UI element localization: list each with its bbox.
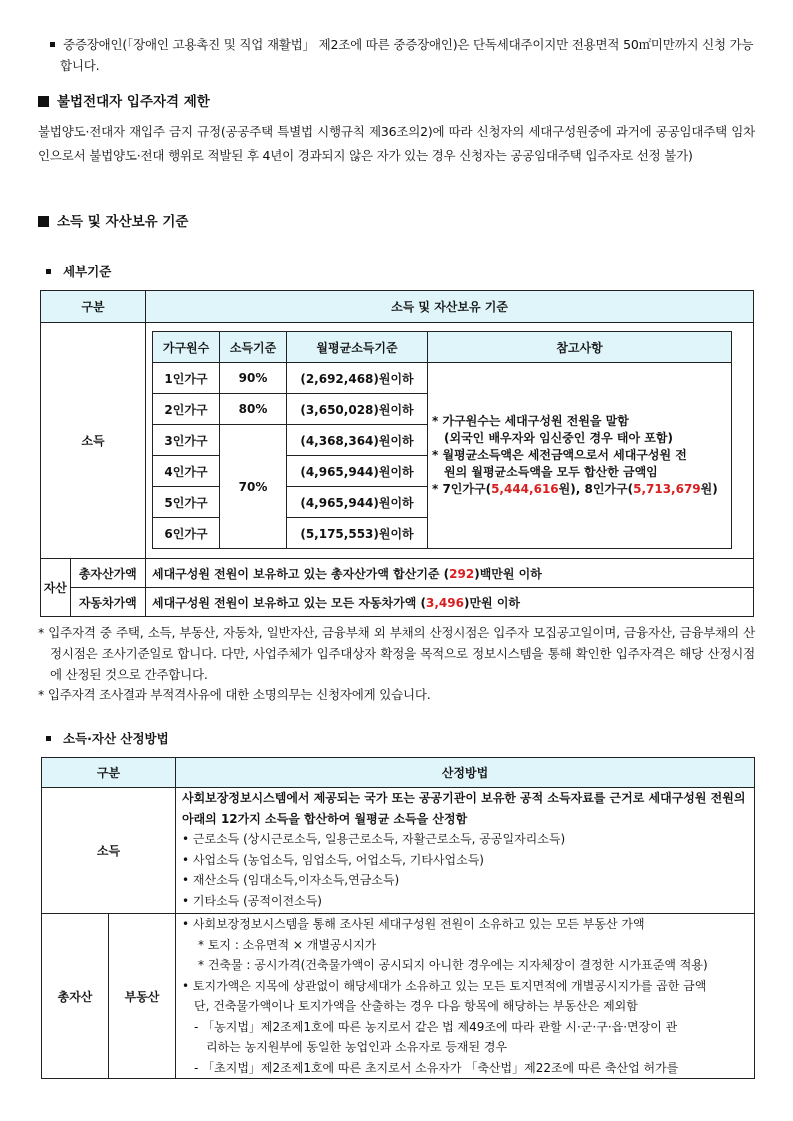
table-row-pct: 90% — [220, 363, 287, 394]
table-row-pct: 80% — [220, 394, 287, 425]
asset-label: 자산 — [41, 559, 71, 617]
inner-header-size: 가구원수 — [153, 332, 220, 363]
table-row-size: 3인가구 — [153, 425, 220, 456]
table-row-size: 6인가구 — [153, 518, 220, 549]
merged-pct: 70% — [220, 425, 287, 549]
car-value: 세대구성원 전원이 보유하고 있는 모든 자동차가액 (3,496)만원 이하 — [146, 588, 754, 617]
col-category-header: 구분 — [41, 291, 146, 323]
standard-sub-heading: 세부기준 — [38, 262, 111, 282]
table-row-size: 4인가구 — [153, 456, 220, 487]
method-sub-heading: 소득·자산 산정방법 — [38, 729, 169, 749]
table-row-amount: (3,650,028)원이하 — [287, 394, 428, 425]
table-row-amount: (4,368,364)원이하 — [287, 425, 428, 456]
inner-header-notes: 참고사항 — [428, 332, 732, 363]
method-income-cell: 사회보장정보시스템에서 제공되는 국가 또는 공공기관이 보유한 공적 소득자료를 근거로 세대구성원 전원의 아래의 12가지 소득을 합산하여 월평균 소득을 산정함 • 근로소득 (상시근로소득, 일용근로소득, 자활근로소득, 공공일자리소득) • 사업소득 (농업소득, 임업소득, 어업소득, 기타사업소득) • 재산소득 (임대소득,이자소득,연금소득) • 기타소득 (공적이전소득) — [176, 788, 755, 914]
bullet-square-icon — [50, 42, 55, 47]
bullet-square-icon — [46, 269, 51, 274]
bullet-square-icon — [46, 736, 51, 741]
intro-bullet — [38, 34, 755, 76]
table-row-amount: (2,692,468)원이하 — [287, 363, 428, 394]
method-col-method: 산정방법 — [176, 758, 755, 788]
footnote-2: * 입주자격 조사결과 부적격사유에 대한 소명의무는 신청자에게 있습니다. — [38, 687, 431, 702]
method-realestate-label: 부동산 — [109, 914, 176, 1079]
standard-heading: 소득 및 자산보유 기준 — [38, 212, 188, 232]
footnote-1: * 입주자격 중 주택, 소득, 부동산, 자동차, 일반자산, 금융부채 외 부채의 산정시점은 입주자 모집공고일이며, 금융자산, 금융부채의 산정시점은 조사기준일로 합니다. 다만, 사업주체가 입주대상자 확정을 목적으로 정보시스템을 통해 확인한 입주자격은 해당 산정시점에 산정된 것으로 간주합니다. — [38, 625, 755, 682]
method-table — [41, 757, 755, 1079]
method-col-category: 구분 — [42, 758, 176, 788]
table-row-size: 1인가구 — [153, 363, 220, 394]
method-asset-label: 총자산 — [42, 914, 109, 1079]
illegal-heading: 불법전대자 입주자격 제한 — [38, 92, 210, 112]
illegal-body: 불법양도·전대자 재입주 금지 규정(공공주택 특별법 시행규칙 제36조의2)에 따라 신청자의 세대구성원중에 과거에 공공임대주택 임차인으로서 불법양도·전대 행위로 적발된 후 4년이 경과되지 않은 자가 있는 경우 신청자는 공공임대주택 입주자로 선정 불가) — [38, 124, 755, 163]
inner-header-amount: 월평균소득기준 — [287, 332, 428, 363]
notes-cell: * 가구원수는 세대구성원 전원을 말함 (외국인 배우자와 임신중인 경우 태아 포함) * 월평균소득액은 세전금액으로서 세대구성원 전 원의 월평균소득액을 모두 합산한 금액임 * 7인가구(5,444,616원), 8인가구(5,713,679원) — [428, 363, 732, 549]
total-asset-value: 세대구성원 전원이 보유하고 있는 총자산가액 합산기준 (292)백만원 이하 — [146, 559, 754, 588]
method-income-label: 소득 — [42, 788, 176, 914]
method-realestate-cell: • 사회보장정보시스템을 통해 조사된 세대구성원 전원이 소유하고 있는 모든 부동산 가액 * 토지 : 소유면적 × 개별공시지가 * 건축물 : 공시가격(건축물가액이 공시되지 아니한 경우에는 지자체장이 결정한 시가표준액 적용) • 토지가액은 지목에 상관없이 해당세대가 소유하고 있는 모든 토지면적에 개별공시지가를 곱한 금액 단, 건축물가액이나 토지가액을 산출하는 경우 다음 항목에 해당하는 부동산은 제외함 - 「농지법」제2조제1호에 따른 농지로서 같은 법 제49조에 따라 관할 시·군·구·읍·면장이 관 리하는 농지원부에 동일한 농업인과 소유자로 등재된 경우 - 「초지법」제2조제1호에 따른 초지로서 소유자가 「축산법」제22조에 따른 축산업 허가를 — [176, 914, 755, 1079]
car-label: 자동차가액 — [70, 588, 145, 617]
table-row-size: 2인가구 — [153, 394, 220, 425]
income-label: 소득 — [41, 323, 146, 559]
table-row-amount: (4,965,944)원이하 — [287, 456, 428, 487]
col-standard-header: 소득 및 자산보유 기준 — [146, 291, 754, 323]
total-asset-label: 총자산가액 — [70, 559, 145, 588]
heading-square-icon — [38, 96, 49, 107]
heading-square-icon — [38, 216, 49, 227]
intro-text: 중증장애인(「장애인 고용촉진 및 직업 재활법」 제2조에 따른 중증장애인)은 단독세대주이지만 전용면적 50㎡미만까지 신청 가능합니다. — [60, 37, 754, 73]
table-row-amount: (5,175,553)원이하 — [287, 518, 428, 549]
inner-header-pct: 소득기준 — [220, 332, 287, 363]
table-row-amount: (4,965,944)원이하 — [287, 487, 428, 518]
standard-table — [40, 290, 754, 617]
income-table — [152, 331, 732, 549]
table-row-size: 5인가구 — [153, 487, 220, 518]
